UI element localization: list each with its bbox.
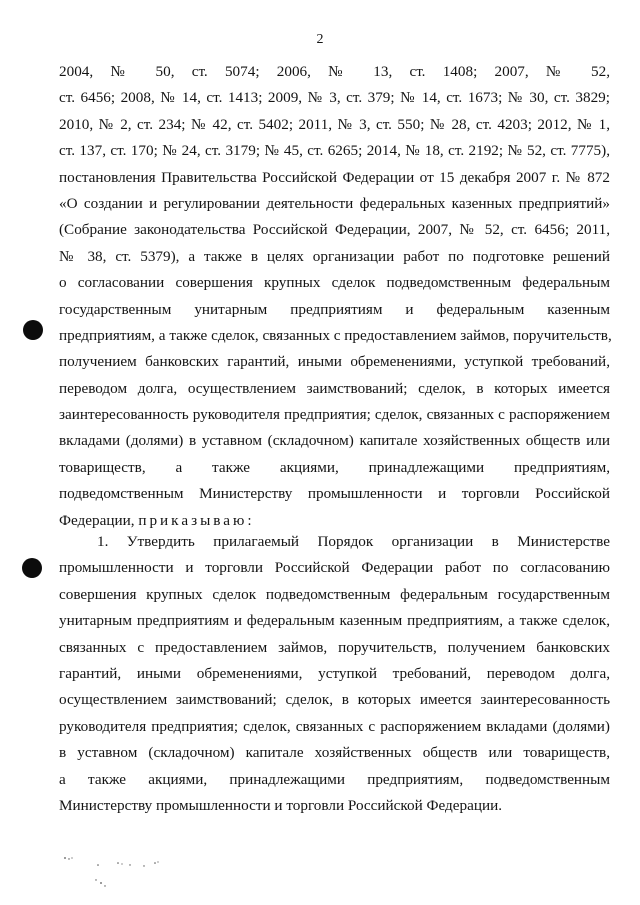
text-line: 1. Утвердить прилагаемый Порядок организации в Министерстве [97, 533, 610, 550]
text-line: государственным унитарным предприятиям и федеральным казенным [59, 300, 610, 318]
text-line: переводом долга, осуществлением заимствований; сделок, в которых имеется [59, 379, 610, 397]
text-line: 2004, № 50, ст. 5074; 2006, № 13, ст. 1408; 2007, № 52, [59, 63, 610, 80]
text-line: а также акциями, принадлежащими предприятиям, подведомственным [59, 770, 610, 788]
text-line: о согласовании совершения крупных сделок подведомственным федеральным [59, 274, 610, 292]
hole-punch-mark [23, 320, 43, 340]
text-line: № 38, ст. 5379), а также в целях организации работ по подготовке решений [59, 247, 610, 265]
text-line: постановления Правительства Российской Федерации от 15 декабря 2007 г. № 872 [59, 168, 610, 186]
text-line: связанных с предоставлением займов, поручительств, получением банковских [59, 638, 610, 656]
text-line: предприятиям, а также сделок, связанных с предоставлением займов, поручительств, [59, 326, 612, 344]
text-line: заинтересованность руководителя предприятия; сделок, связанных с распоряжением [59, 406, 610, 424]
hole-punch-mark [22, 558, 42, 578]
text-line: ст. 137, ст. 170; № 24, ст. 3179; № 45, ст. 6265; 2014, № 18, ст. 2192; № 52, ст. 7775), [59, 142, 610, 160]
text-line: осуществлением заимствований; сделок, в которых имеется заинтересованность [59, 691, 610, 709]
text-line: товариществ, а также акциями, принадлежащими предприятиям, [59, 458, 610, 476]
text-line: подведомственным Министерству промышленности и торговли Российской [59, 485, 610, 503]
text-line: совершения крупных сделок подведомственным федеральным государственным [59, 585, 610, 603]
preamble-paragraph [59, 59, 610, 534]
clause-1-paragraph [59, 529, 610, 819]
text-line: Министерству промышленности и торговли Российской Федерации. [59, 796, 503, 814]
text-line: (Собрание законодательства Российской Федерации, 2007, № 52, ст. 6456; 2011, [59, 221, 610, 239]
text-line: унитарным предприятиям и федеральным казенным предприятиям, а также сделок, [59, 612, 610, 630]
text-line: вкладами (долями) в уставном (складочном) капитале хозяйственных обществ или [59, 432, 610, 450]
text-line: промышленности и торговли Российской Федерации работ по согласованию [59, 559, 610, 577]
order-word: приказываю: [138, 511, 255, 529]
scan-noise-marks [60, 850, 170, 890]
text-line: в уставном (складочном) капитале хозяйственных обществ или товариществ, [59, 744, 610, 762]
text-line: руководителя предприятия; сделок, связанных с распоряжением вкладами (долями) [59, 717, 610, 735]
text-line: гарантий, иными обременениями, уступкой требований, переводом долга, [59, 664, 610, 682]
text-line: получением банковских гарантий, иными обременениями, уступкой требований, [59, 353, 610, 371]
text-line: «О создании и регулировании деятельности федеральных казенных предприятий» [59, 194, 610, 212]
order-line-prefix: Федерации, [59, 511, 139, 529]
page-number: 2 [316, 32, 324, 47]
text-line: ст. 6456; 2008, № 14, ст. 1413; 2009, № 3, ст. 379; № 14, ст. 1673; № 30, ст. 3829; [59, 89, 610, 107]
text-line: 2010, № 2, ст. 234; № 42, ст. 5402; 2011, № 3, ст. 550; № 28, ст. 4203; 2012, № 1, [59, 115, 610, 133]
